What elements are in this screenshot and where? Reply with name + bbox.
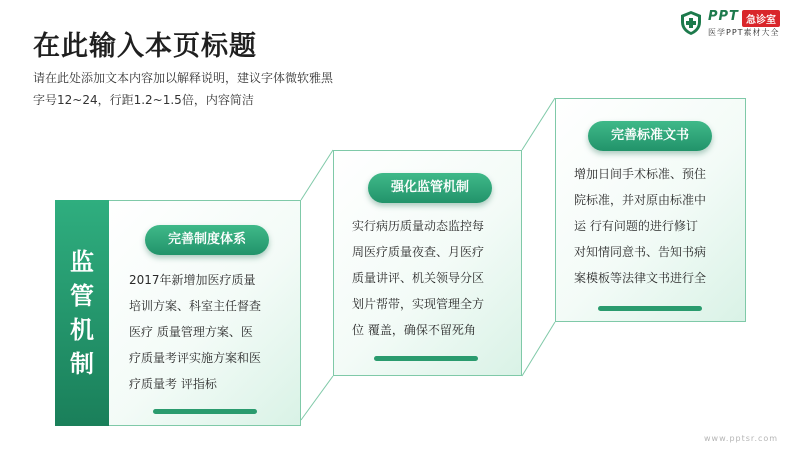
panel-accent-bar (598, 306, 702, 311)
panel-line: 增加日间手术标准、预住 (574, 167, 707, 181)
panel-line: 培训方案、科室主任督查 (129, 299, 262, 313)
panel-strengthen-supervision (333, 150, 522, 376)
page-title: 在此输入本页标题 (33, 31, 257, 62)
panel-improve-system (108, 200, 301, 426)
panel-line: 疗质量考评实施方案和医 (129, 351, 262, 365)
logo-tag: 急诊室 (742, 10, 780, 27)
panel-line: 位 覆盖，确保不留死角 (352, 323, 476, 337)
logo-brand: PPT (708, 9, 739, 24)
panel-heading: 完善制度体系 (145, 225, 269, 255)
panel-line: 周医疗质量夜查、月医疗 (352, 245, 485, 259)
logo-subtitle: 医学PPT素材大全 (708, 28, 780, 37)
side-tab-char: 监 (70, 248, 94, 276)
panel-line: 医疗 质量管理方案、医 (129, 325, 253, 339)
panel-body (352, 213, 520, 343)
panel-accent-bar (374, 356, 478, 361)
side-tab-label (55, 245, 109, 381)
side-tab-char: 管 (70, 282, 94, 310)
panel-improve-documents (555, 98, 746, 322)
panel-line: 疗质量考 评指标 (129, 377, 217, 391)
side-tab-char: 机 (70, 316, 94, 344)
panel-heading: 强化监管机制 (368, 173, 492, 203)
panel-line: 案模板等法律文书进行全 (574, 271, 707, 285)
subtitle-line: 字号12~24，行距1.2~1.5倍，内容简洁 (33, 93, 254, 107)
side-tab-char: 制 (70, 350, 94, 378)
panel-heading: 完善标准文书 (588, 121, 712, 151)
panel-line: 2017年新增加医疗质量 (129, 273, 256, 287)
panel-line: 实行病历质量动态监控每 (352, 219, 485, 233)
panel-line: 质量讲评、机关领导分区 (352, 271, 485, 285)
panel-accent-bar (153, 409, 257, 414)
panel-line: 运 行有问题的进行修订 (574, 219, 698, 233)
panel-line: 院标准，并对原由标准中 (574, 193, 707, 207)
panel-line: 划片帮带，实现管理全方 (352, 297, 485, 311)
footer-url: www.pptsr.com (704, 434, 779, 443)
panel-body (574, 161, 744, 291)
panel-line: 对知情同意书、告知书病 (574, 245, 707, 259)
subtitle-line: 请在此处添加文本内容加以解释说明，建议字体微软雅黑 (33, 71, 334, 85)
side-tab-supervision (55, 200, 109, 426)
panel-body (129, 267, 297, 397)
